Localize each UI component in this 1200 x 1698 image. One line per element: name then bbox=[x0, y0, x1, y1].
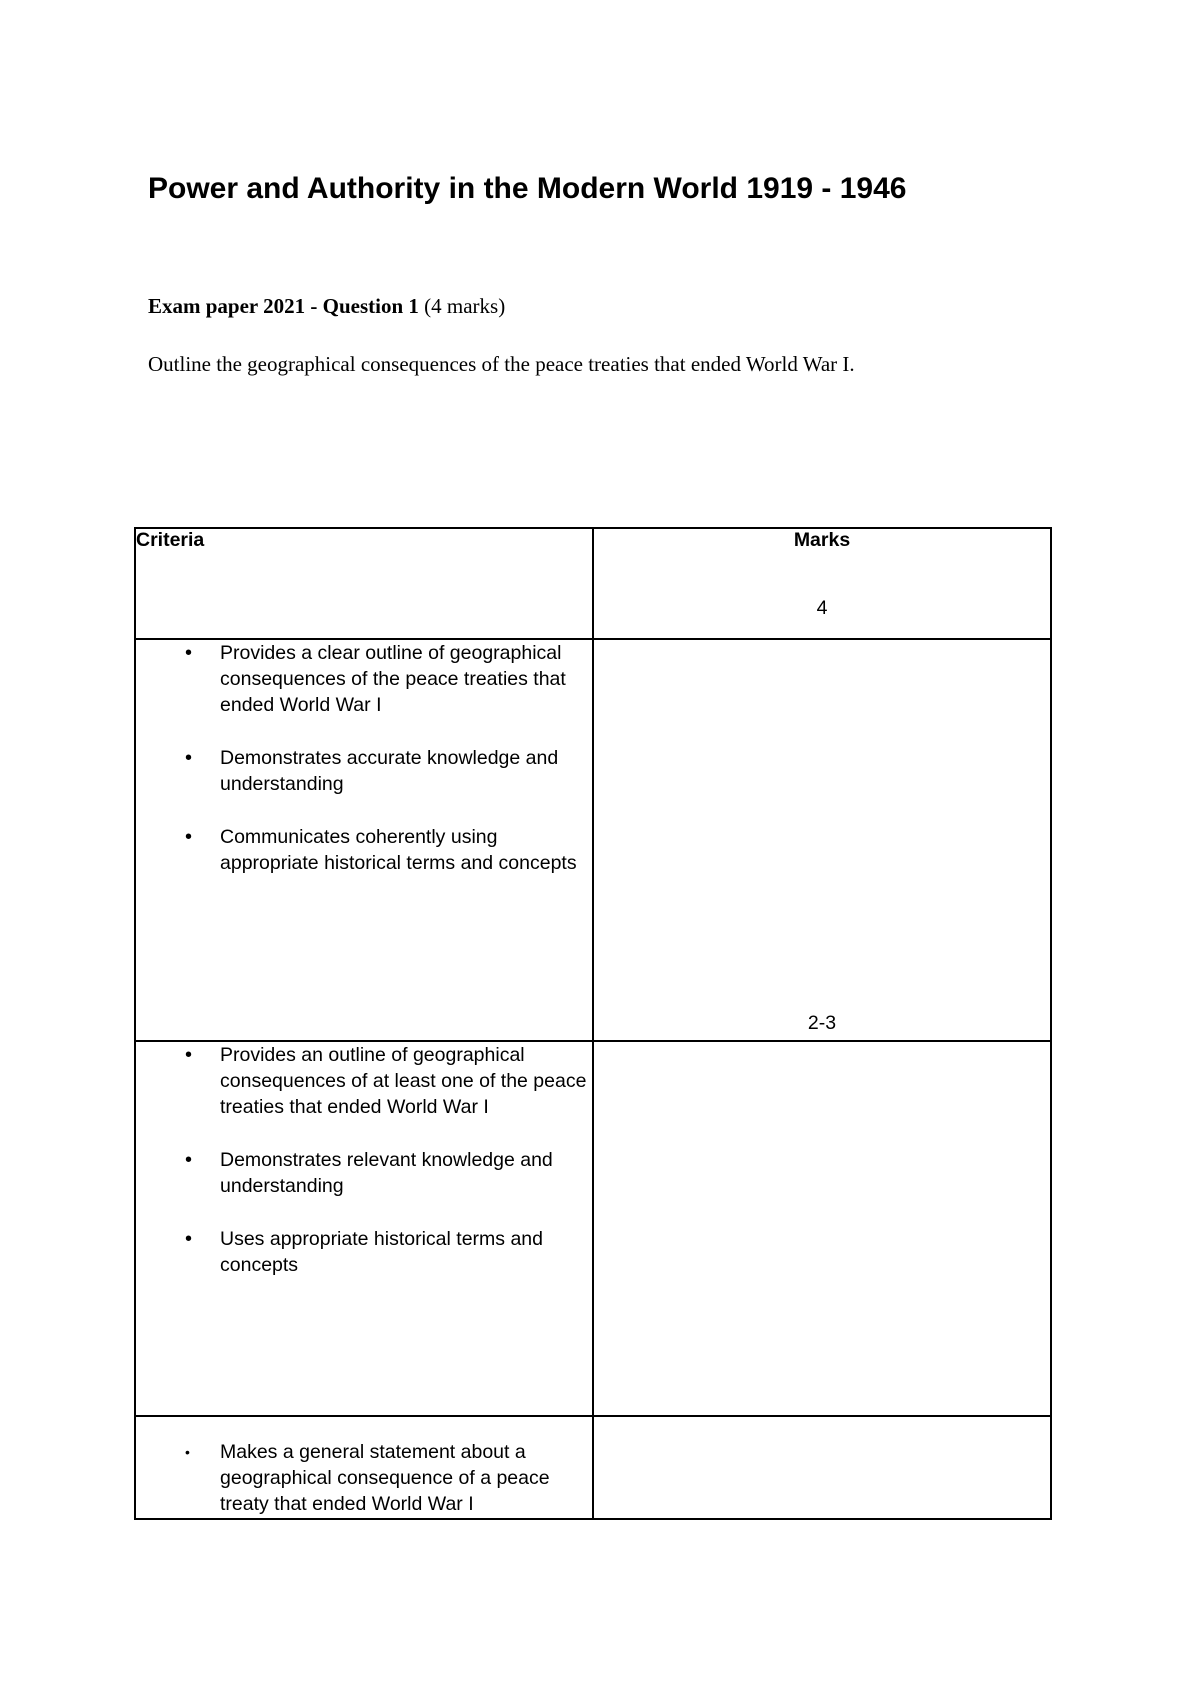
marks-cell bbox=[593, 1012, 1051, 1416]
marks-value: 2-3 bbox=[807, 1012, 837, 1034]
question-label: Exam paper 2021 - Question 1 bbox=[148, 294, 419, 318]
marking-criteria-table bbox=[134, 527, 1052, 1520]
table-row bbox=[135, 1041, 1051, 1416]
criteria-cell bbox=[135, 1041, 593, 1416]
criteria-item: • Communicates coherently using appropriate historical terms and concepts bbox=[220, 824, 592, 876]
criteria-item: • Demonstrates relevant knowledge and understanding bbox=[220, 1147, 592, 1199]
marks-cell bbox=[593, 1416, 1051, 1519]
question-marks: (4 marks) bbox=[424, 294, 506, 318]
question-heading bbox=[148, 294, 505, 319]
criteria-list bbox=[136, 1439, 592, 1517]
criteria-list bbox=[136, 1042, 592, 1278]
marks-cell bbox=[593, 597, 1051, 1041]
page-title: Power and Authority in the Modern World 1919 - 1946 bbox=[148, 172, 907, 205]
criteria-item: • Provides a clear outline of geographical consequences of the peace treaties that ended World War I bbox=[220, 640, 592, 718]
criteria-cell bbox=[135, 1416, 593, 1519]
marks-header: Marks bbox=[593, 528, 1051, 639]
criteria-item: • Demonstrates accurate knowledge and understanding bbox=[220, 745, 592, 797]
criteria-item: • Makes a general statement about a geographical consequence of a peace treaty that ended World War I bbox=[220, 1439, 592, 1517]
criteria-list bbox=[136, 640, 592, 876]
question-prompt: Outline the geographical consequences of the peace treaties that ended World War I. bbox=[148, 352, 855, 376]
table-row bbox=[135, 1416, 1051, 1519]
criteria-item: • Uses appropriate historical terms and concepts bbox=[220, 1226, 592, 1278]
table-row bbox=[135, 639, 1051, 1041]
table-header-row bbox=[135, 528, 1051, 639]
criteria-cell bbox=[135, 639, 593, 1041]
marks-value: 4 bbox=[816, 597, 828, 619]
criteria-item: • Provides an outline of geographical consequences of at least one of the peace treaties that ended World War I bbox=[220, 1042, 592, 1120]
criteria-header: Criteria bbox=[135, 528, 593, 639]
